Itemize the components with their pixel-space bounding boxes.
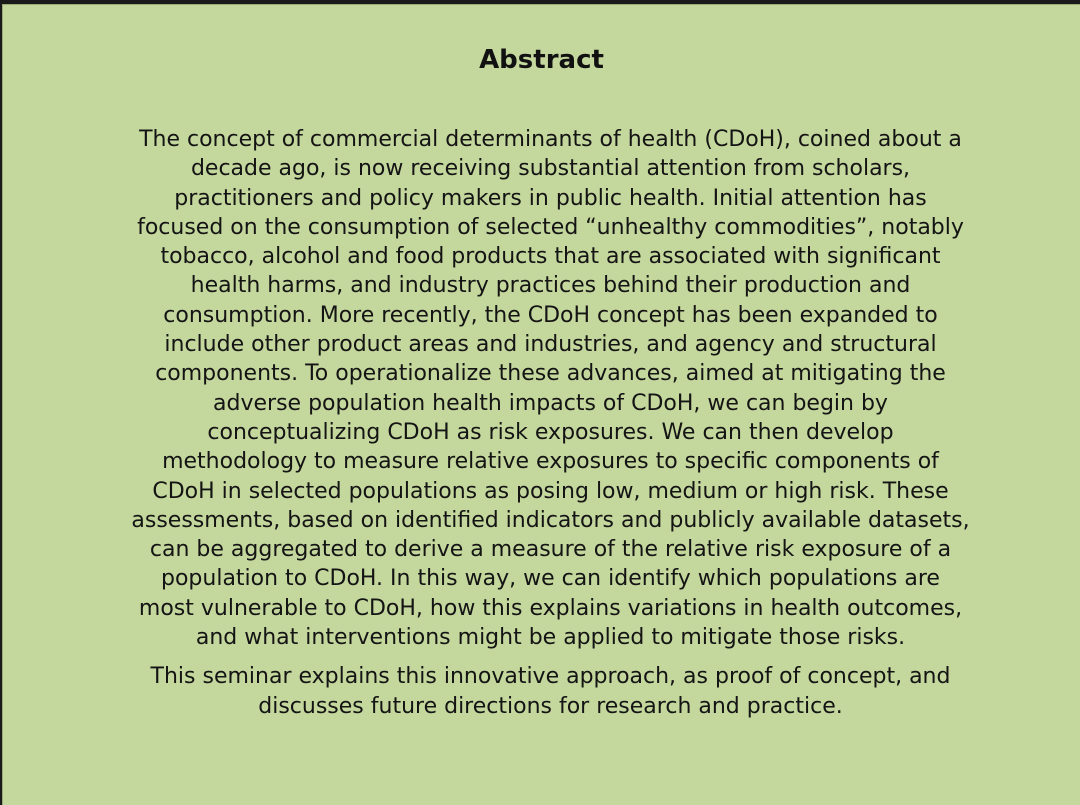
text-line: can be aggregated to derive a measure of the relative risk exposure of a <box>149 537 952 563</box>
text-line: practitioners and policy makers in public health. Initial attention has <box>174 185 927 211</box>
text-line: CDoH in selected populations as posing low, medium or high risk. These <box>152 478 949 504</box>
text-line: and what interventions might be applied to mitigate those risks. <box>195 625 906 651</box>
text-line: consumption. More recently, the CDoH concept has been expanded to <box>163 302 938 328</box>
text-line: health harms, and industry practices behind their production and <box>190 273 911 299</box>
text-line: adverse population health impacts of CDoH, we can begin by <box>213 390 888 416</box>
text-line: focused on the consumption of selected “unhealthy commodities”, notably <box>137 214 964 240</box>
text-line: conceptualizing CDoH as risk exposures. We can then develop <box>207 419 894 445</box>
slide <box>2 4 1080 805</box>
text-line: This seminar explains this innovative approach, as proof of concept, and <box>150 664 951 690</box>
text-line: assessments, based on identified indicators and publicly available datasets, <box>131 507 970 533</box>
text-line: decade ago, is now receiving substantial attention from scholars, <box>190 156 911 182</box>
text-line: The concept of commercial determinants of health (CDoH), coined about a <box>139 127 962 152</box>
abstract-paragraph-1 <box>63 125 1038 652</box>
abstract-paragraph-2 <box>63 662 1038 721</box>
text-line: include other product areas and industries, and agency and structural <box>164 332 937 358</box>
text-line: components. To operationalize these advances, aimed at mitigating the <box>155 361 946 387</box>
text-line: population to CDoH. In this way, we can identify which populations are <box>161 566 940 592</box>
text-line: discusses future directions for research and practice. <box>258 693 843 719</box>
paragraph-spacer <box>63 652 1038 662</box>
text-line: tobacco, alcohol and food products that are associated with significant <box>160 244 941 270</box>
text-line: methodology to measure relative exposures to specific components of <box>162 449 939 475</box>
text-line: most vulnerable to CDoH, how this explains variations in health outcomes, <box>138 595 963 621</box>
abstract-body <box>63 125 1038 721</box>
abstract-title: Abstract <box>479 45 604 75</box>
